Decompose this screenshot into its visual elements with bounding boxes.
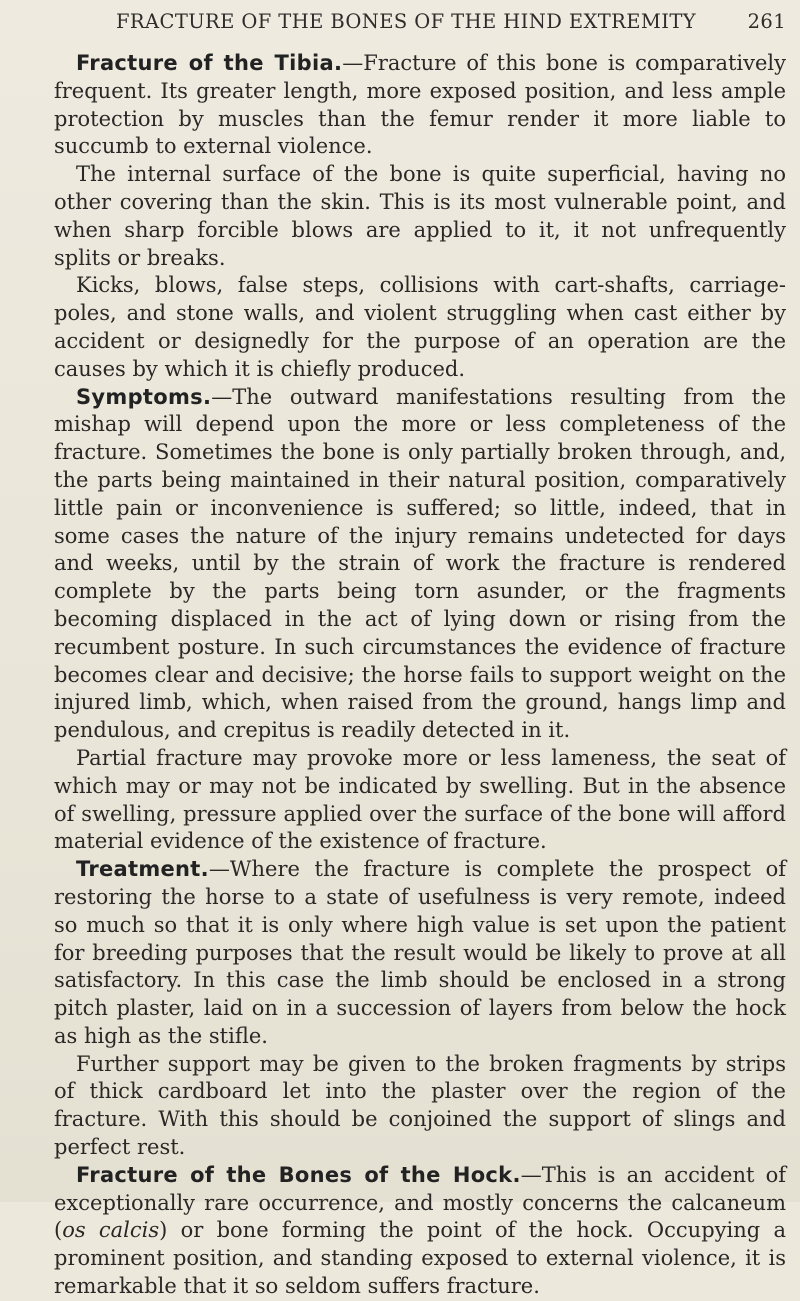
page-number: 261 [747, 10, 786, 33]
paragraph-text: Further support may be given to the broken fragments by strips of thick cardboard let into the plaster over the region of the fracture. With this should be conjoined the support of slings and perfect rest. [54, 1051, 786, 1160]
latin-term: os calcis [62, 1218, 160, 1243]
paragraph-text: —This is an accident of exceptionally rare occurrence, and mostly concerns the calcaneum ( [54, 1162, 786, 1243]
paragraph-text: Partial fracture may provoke more or less lameness, the seat of which may or may not be indicated by swelling. But in the absence of swelling, pressure applied over the surface of the bone will afford material evidence of the existence of fracture. [54, 745, 786, 854]
running-head [68, 10, 786, 40]
paragraph-tibia-intro [54, 50, 786, 161]
paragraph-partial-fracture [54, 745, 786, 856]
body-text [54, 50, 786, 1301]
paragraph-causes [54, 272, 786, 383]
paragraph-symptoms [54, 384, 786, 745]
section-heading-symptoms: Symptoms. [76, 384, 212, 409]
paragraph-further-support [54, 1051, 786, 1162]
section-heading-treatment: Treatment. [76, 857, 209, 882]
paragraph-internal-surface [54, 161, 786, 272]
section-heading-fracture-tibia: Fracture of the Tibia. [76, 51, 343, 75]
paragraph-text: The internal surface of the bone is quite superficial, having no other covering than the skin. This is its most vulnerable point, and when sharp forcible blows are applied to it, it not unfrequently splits or breaks. [54, 162, 786, 270]
paragraph-text: —Fracture of this bone is comparatively frequent. Its greater length, more exposed position, and less ample protection by muscles than the femur render it more liable to succumb to external violence. [54, 51, 787, 159]
running-head-title: FRACTURE OF THE BONES OF THE HIND EXTREMITY [116, 10, 697, 33]
paragraph-text: —The outward manifestations resulting from the mishap will depend upon the more or less completeness of the fracture. Sometimes the bone is only partially broken through, and, the parts being maintained in their natural position, comparatively little pain or inconvenience is suffered; so little, indeed, that in some cases the nature of the injury remains undetected for days and weeks, until by the strain of work the fracture is rendered complete by the parts being torn asunder, or the fragments becoming displaced in the act of lying down or rising from the recumbent posture. In such circumstances the evidence of fracture becomes clear and decisive; the horse fails to support weight on the injured limb, which, when raised from the ground, hangs limp and pendulous, and crepitus is readily detected in it. [54, 384, 786, 743]
paragraph-text: Kicks, blows, false steps, collisions with cart-shafts, carriage-poles, and stone walls, and violent struggling when cast either by accident or designedly for the purpose of an operation are the causes by which it is chiefly produced. [54, 273, 786, 381]
paragraph-text: ) or bone forming the point of the hock. Occupying a prominent position, and standing exposed to external violence, it is remarkable that it so seldom suffers fracture. [54, 1218, 786, 1299]
paragraph-treatment [54, 856, 786, 1051]
paragraph-text: —Where the fracture is complete the prospect of restoring the horse to a state of usefulness is very remote, indeed so much so that it is only where high value is set upon the patient for breeding purposes that the result would be likely to prove at all satisfactory. In this case the limb should be enclosed in a strong pitch plaster, laid on in a succession of layers from below the hock as high as the stifle. [54, 857, 786, 1048]
section-heading-fracture-hock: Fracture of the Bones of the Hock. [76, 1162, 521, 1187]
paragraph-hock [54, 1162, 786, 1301]
